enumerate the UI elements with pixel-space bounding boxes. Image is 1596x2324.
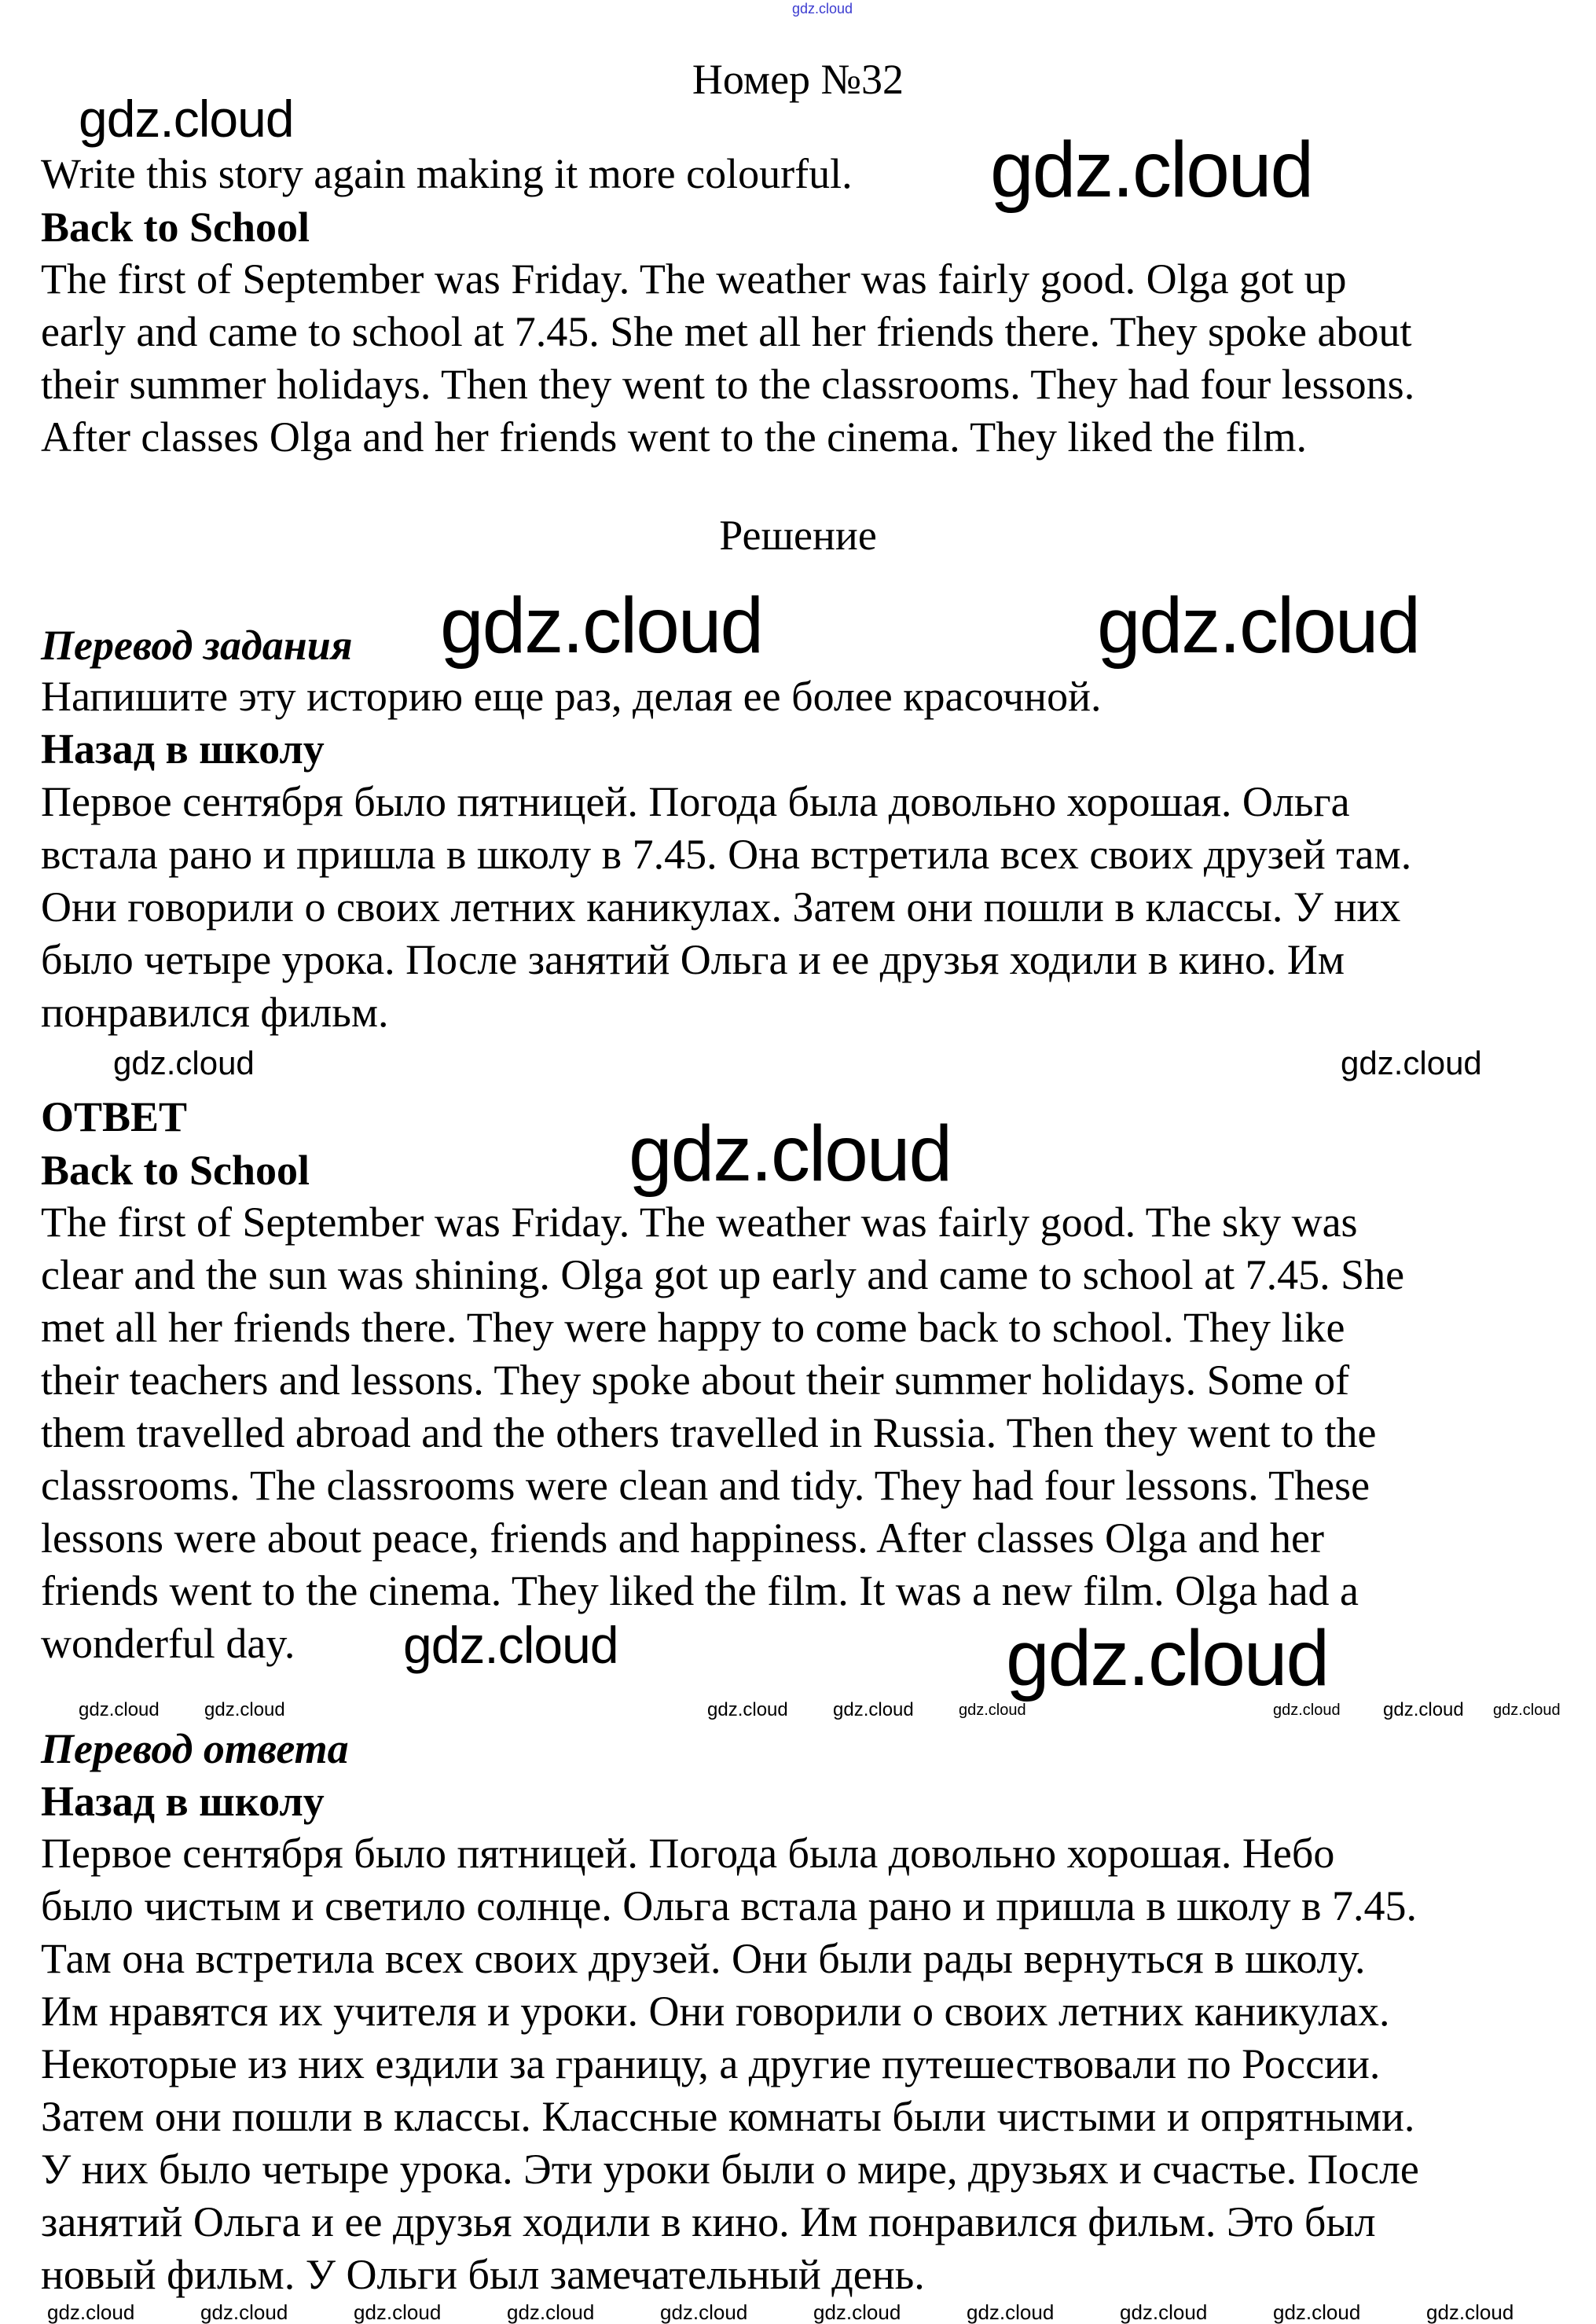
text-line: Затем они пошли в классы. Классные комнаты были чистыми и опрятными. xyxy=(41,2093,1415,2140)
watermark: gdz.cloud xyxy=(440,582,763,670)
watermark: gdz.cloud xyxy=(1426,2300,1514,2324)
answer-translation-heading: Перевод ответа xyxy=(41,1725,349,1772)
watermark: gdz.cloud xyxy=(629,1110,952,1198)
watermark: gdz.cloud xyxy=(660,2300,748,2324)
watermark: gdz.cloud xyxy=(403,1616,618,1674)
text-line: встала рано и пришла в школу в 7.45. Она встретила всех своих друзей там. xyxy=(41,831,1412,878)
watermark: gdz.cloud xyxy=(813,2300,901,2324)
text-line: friends went to the cinema. They liked the film. It was a new film. Olga had a xyxy=(41,1567,1359,1614)
solution-heading: Решение xyxy=(719,512,877,559)
watermark: gdz.cloud xyxy=(1273,2300,1361,2324)
watermark: gdz.cloud xyxy=(707,1699,788,1720)
text-line: The first of September was Friday. The weather was fairly good. The sky was xyxy=(41,1199,1358,1246)
text-line: their summer holidays. Then they went to the classrooms. They had four lessons. xyxy=(41,361,1415,408)
task-translation-heading: Перевод задания xyxy=(41,622,353,669)
watermark: gdz.cloud xyxy=(1383,1699,1464,1720)
text-line: понравился фильм. xyxy=(41,989,389,1036)
text-line: занятий Ольга и ее друзья ходили в кино. Им понравился фильм. Это был xyxy=(41,2198,1376,2245)
watermark: gdz.cloud xyxy=(792,1,853,17)
watermark: gdz.cloud xyxy=(200,2300,288,2324)
text-line: lessons were about peace, friends and happiness. After classes Olga and her xyxy=(41,1514,1324,1562)
text-line: Они говорили о своих летних каникулах. Затем они пошли в классы. У них xyxy=(41,883,1401,931)
answer-translation-text xyxy=(41,1827,1419,2301)
text-line: After classes Olga and her friends went to the cinema. They liked the film. xyxy=(41,413,1307,461)
watermark: gdz.cloud xyxy=(204,1699,285,1720)
watermark: gdz.cloud xyxy=(47,2300,135,2324)
text-line: them travelled abroad and the others travelled in Russia. Then they went to the xyxy=(41,1409,1377,1456)
text-line: The first of September was Friday. The weather was fairly good. Olga got up xyxy=(41,255,1347,303)
answer-story-title: Back to School xyxy=(41,1147,310,1194)
task-translation-text xyxy=(41,776,1411,1039)
watermark: gdz.cloud xyxy=(79,90,294,148)
text-line: У них было четыре урока. Эти уроки были о мире, друзьях и счастье. После xyxy=(41,2146,1419,2193)
page-title: Номер №32 xyxy=(692,56,904,103)
text-line: Там она встретила всех своих друзей. Они были рады вернуться в школу. xyxy=(41,1935,1366,1982)
watermark: gdz.cloud xyxy=(1006,1614,1329,1702)
watermark: gdz.cloud xyxy=(959,1702,1026,1719)
answer-heading: ОТВЕТ xyxy=(41,1093,188,1140)
text-line: Первое сентября было пятницей. Погода была довольно хорошая. Небо xyxy=(41,1830,1335,1877)
text-line: было четыре урока. После занятий Ольга и ее друзья ходили в кино. Им xyxy=(41,936,1345,983)
watermark: gdz.cloud xyxy=(113,1045,255,1081)
watermark: gdz.cloud xyxy=(967,2300,1055,2324)
text-line: новый фильм. У Ольги был замечательный день. xyxy=(41,2251,925,2298)
text-line: Некоторые из них ездили за границу, а другие путешествовали по России. xyxy=(41,2040,1381,2087)
text-line: clear and the sun was shining. Olga got up early and came to school at 7.45. She xyxy=(41,1251,1405,1298)
text-line: wonderful day. xyxy=(41,1620,295,1667)
task-story-text xyxy=(41,253,1414,464)
watermark: gdz.cloud xyxy=(833,1699,914,1720)
task-instruction: Write this story again making it more colourful. xyxy=(41,150,853,197)
task-story-title: Back to School xyxy=(41,204,310,251)
text-line: their teachers and lessons. They spoke about their summer holidays. Some of xyxy=(41,1357,1350,1404)
answer-translation-title: Назад в школу xyxy=(41,1778,325,1825)
task-translation-instruction: Напишите эту историю еще раз, делая ее более красочной. xyxy=(41,673,1102,720)
watermark: gdz.cloud xyxy=(507,2300,595,2324)
watermark: gdz.cloud xyxy=(354,2300,442,2324)
watermark: gdz.cloud xyxy=(1120,2300,1208,2324)
text-line: classrooms. The classrooms were clean and tidy. They had four lessons. These xyxy=(41,1462,1370,1509)
watermark: gdz.cloud xyxy=(990,126,1313,214)
watermark: gdz.cloud xyxy=(79,1699,160,1720)
task-translation-title: Назад в школу xyxy=(41,725,325,773)
watermark: gdz.cloud xyxy=(1493,1702,1561,1719)
watermark: gdz.cloud xyxy=(1097,582,1420,670)
text-line: met all her friends there. They were happy to come back to school. They like xyxy=(41,1304,1345,1351)
watermark: gdz.cloud xyxy=(1273,1702,1341,1719)
text-line: Первое сентября было пятницей. Погода была довольно хорошая. Ольга xyxy=(41,778,1350,825)
text-line: было чистым и светило солнце. Ольга встала рано и пришла в школу в 7.45. xyxy=(41,1882,1418,1929)
text-line: Им нравятся их учителя и уроки. Они говорили о своих летних каникулах. xyxy=(41,1988,1390,2035)
text-line: early and came to school at 7.45. She met all her friends there. They spoke about xyxy=(41,308,1412,355)
answer-story-text xyxy=(41,1196,1405,1674)
watermark: gdz.cloud xyxy=(1341,1045,1482,1081)
